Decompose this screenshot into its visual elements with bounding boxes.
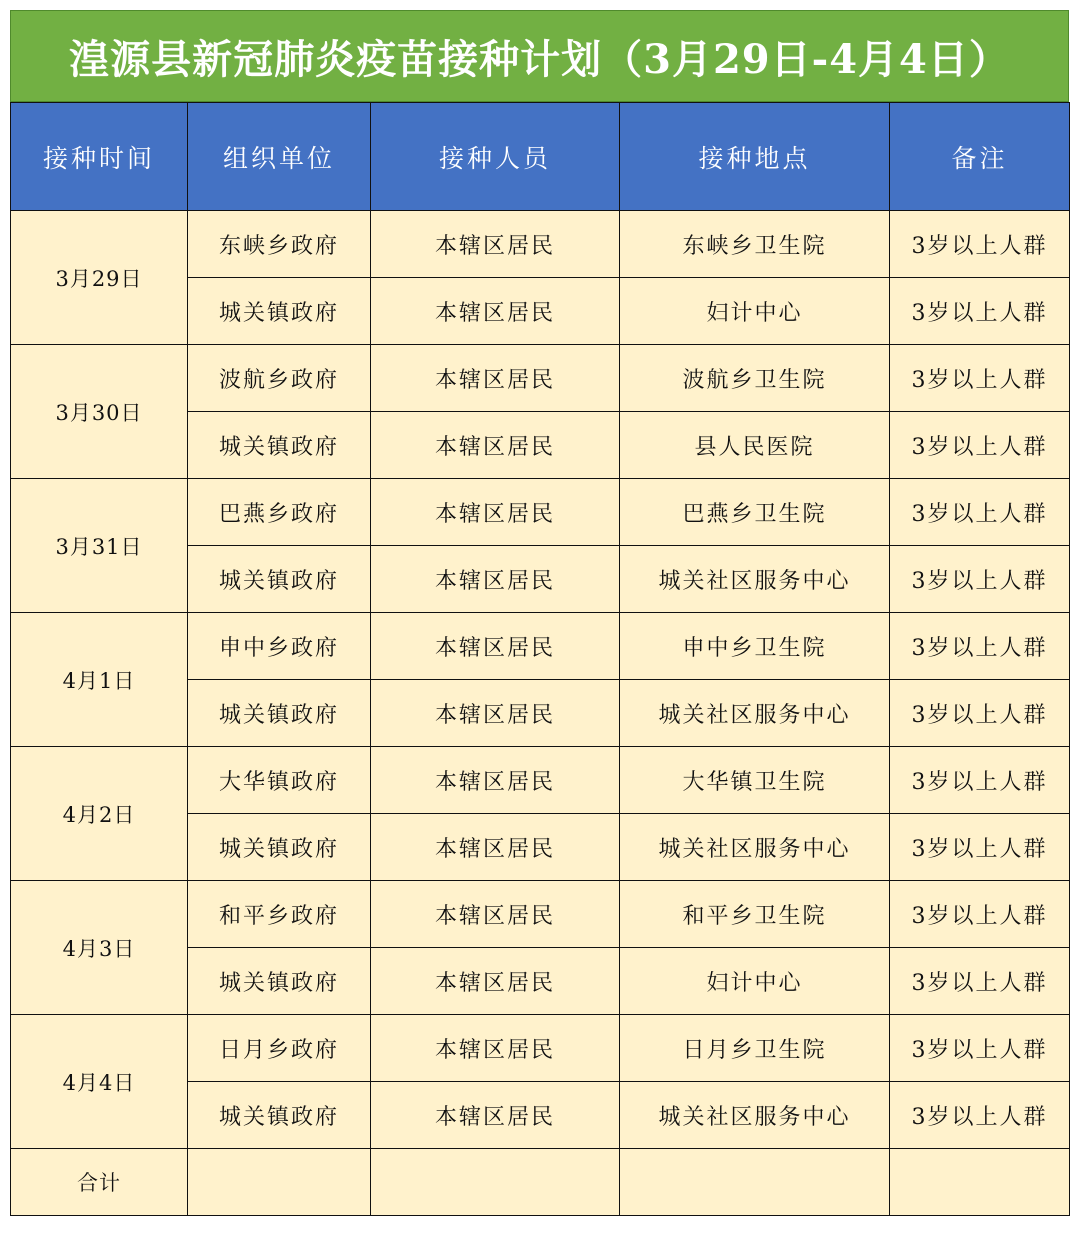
people-cell: 本辖区居民 xyxy=(371,747,620,814)
place-cell: 波航乡卫生院 xyxy=(620,345,890,412)
date-cell: 3月31日 xyxy=(11,479,188,613)
note-cell: 3岁以上人群 xyxy=(890,881,1070,948)
people-cell: 本辖区居民 xyxy=(371,948,620,1015)
org-cell: 城关镇政府 xyxy=(188,546,371,613)
date-cell: 3月29日 xyxy=(11,211,188,345)
place-cell: 城关社区服务中心 xyxy=(620,546,890,613)
header-org: 组织单位 xyxy=(188,103,371,211)
org-cell: 城关镇政府 xyxy=(188,680,371,747)
date-cell: 4月4日 xyxy=(11,1015,188,1149)
org-cell: 和平乡政府 xyxy=(188,881,371,948)
note-cell: 3岁以上人群 xyxy=(890,814,1070,881)
people-cell: 本辖区居民 xyxy=(371,680,620,747)
header-note: 备注 xyxy=(890,103,1070,211)
table-row xyxy=(11,613,1070,680)
place-cell: 城关社区服务中心 xyxy=(620,1082,890,1149)
header-place: 接种地点 xyxy=(620,103,890,211)
date-cell: 4月3日 xyxy=(11,881,188,1015)
note-cell: 3岁以上人群 xyxy=(890,747,1070,814)
header-people: 接种人员 xyxy=(371,103,620,211)
org-cell: 城关镇政府 xyxy=(188,948,371,1015)
place-cell: 妇计中心 xyxy=(620,278,890,345)
note-cell: 3岁以上人群 xyxy=(890,345,1070,412)
people-cell: 本辖区居民 xyxy=(371,546,620,613)
place-cell: 县人民医院 xyxy=(620,412,890,479)
table-row xyxy=(11,345,1070,412)
table-row xyxy=(11,479,1070,546)
org-cell: 波航乡政府 xyxy=(188,345,371,412)
date-cell: 4月2日 xyxy=(11,747,188,881)
schedule-table xyxy=(10,102,1070,1216)
org-cell: 城关镇政府 xyxy=(188,1082,371,1149)
total-label: 合计 xyxy=(11,1149,188,1216)
note-cell: 3岁以上人群 xyxy=(890,546,1070,613)
note-cell: 3岁以上人群 xyxy=(890,479,1070,546)
table-row xyxy=(11,881,1070,948)
header-row xyxy=(11,103,1070,211)
people-cell: 本辖区居民 xyxy=(371,479,620,546)
org-cell: 城关镇政府 xyxy=(188,814,371,881)
people-cell: 本辖区居民 xyxy=(371,278,620,345)
place-cell: 大华镇卫生院 xyxy=(620,747,890,814)
org-cell: 巴燕乡政府 xyxy=(188,479,371,546)
people-cell: 本辖区居民 xyxy=(371,881,620,948)
people-cell: 本辖区居民 xyxy=(371,211,620,278)
place-cell: 巴燕乡卫生院 xyxy=(620,479,890,546)
total-row xyxy=(11,1149,1070,1216)
people-cell: 本辖区居民 xyxy=(371,412,620,479)
org-cell: 大华镇政府 xyxy=(188,747,371,814)
note-cell: 3岁以上人群 xyxy=(890,1082,1070,1149)
org-cell: 城关镇政府 xyxy=(188,278,371,345)
date-cell: 3月30日 xyxy=(11,345,188,479)
note-cell: 3岁以上人群 xyxy=(890,613,1070,680)
vaccination-schedule-sheet xyxy=(10,10,1069,1216)
note-cell: 3岁以上人群 xyxy=(890,278,1070,345)
note-cell: 3岁以上人群 xyxy=(890,680,1070,747)
note-cell: 3岁以上人群 xyxy=(890,412,1070,479)
org-cell: 日月乡政府 xyxy=(188,1015,371,1082)
people-cell: 本辖区居民 xyxy=(371,613,620,680)
note-cell: 3岁以上人群 xyxy=(890,1015,1070,1082)
place-cell: 申中乡卫生院 xyxy=(620,613,890,680)
people-cell: 本辖区居民 xyxy=(371,1082,620,1149)
place-cell: 日月乡卫生院 xyxy=(620,1015,890,1082)
table-row xyxy=(11,211,1070,278)
place-cell: 妇计中心 xyxy=(620,948,890,1015)
table-row xyxy=(11,747,1070,814)
place-cell: 和平乡卫生院 xyxy=(620,881,890,948)
people-cell: 本辖区居民 xyxy=(371,345,620,412)
note-cell: 3岁以上人群 xyxy=(890,948,1070,1015)
place-cell: 东峡乡卫生院 xyxy=(620,211,890,278)
date-cell: 4月1日 xyxy=(11,613,188,747)
org-cell: 东峡乡政府 xyxy=(188,211,371,278)
total-note-cell xyxy=(890,1149,1070,1216)
people-cell: 本辖区居民 xyxy=(371,814,620,881)
table-row xyxy=(11,1015,1070,1082)
place-cell: 城关社区服务中心 xyxy=(620,814,890,881)
people-cell: 本辖区居民 xyxy=(371,1015,620,1082)
total-place-cell xyxy=(620,1149,890,1216)
org-cell: 申中乡政府 xyxy=(188,613,371,680)
header-time: 接种时间 xyxy=(11,103,188,211)
total-org-cell xyxy=(188,1149,371,1216)
schedule-title: 湟源县新冠肺炎疫苗接种计划（3月29日-4月4日） xyxy=(10,10,1069,102)
note-cell: 3岁以上人群 xyxy=(890,211,1070,278)
place-cell: 城关社区服务中心 xyxy=(620,680,890,747)
total-people-cell xyxy=(371,1149,620,1216)
org-cell: 城关镇政府 xyxy=(188,412,371,479)
